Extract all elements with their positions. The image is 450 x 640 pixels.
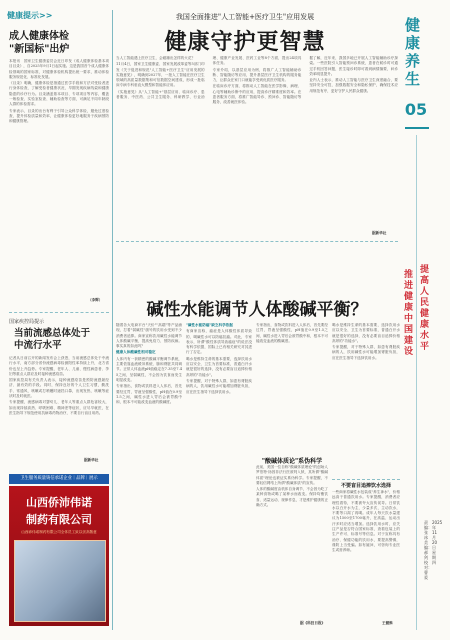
side-divider-top [405, 127, 429, 129]
mythbox-para: 此前，美国一位自称"酸碱体质理论"的创始人罗伯特·扬因非法行医被判入狱，其所谓"酸碱体质"理论也被证实系伪科学。专家提醒，不要轻信网络上所谓"酸碱体质"的宣传。 [256, 465, 328, 485]
left-article2-kicker: 国家疾控局提示 [9, 319, 45, 325]
left-article2-para: 专家提醒，流感病毒对婴幼儿、老年人等重点人群危害较大，如出现持续高热、呼吸困难、精神差等症状，应尽早就医，在医生指导下规范使用抗病毒药物治疗，不要自行盲目用药。 [9, 400, 109, 415]
main-article-para: 业内人士表示，推动人工智能与医疗卫生深度融合，要坚持安全可控，加强数据安全和隐私保护，确保技术应用规范有序，更好守护人民群众健康。 [309, 78, 398, 93]
ad-company-line2: 制药有限公司 [26, 513, 92, 526]
alkaline-para: 喝水是维持生命的基本需要，选择饮用水应以安全、卫生为首要标准，普通白开水就是很好的选择，没有必要盲目追捧价格高昂的"功能水"。 [186, 356, 252, 377]
rightbox-body: 一些商家将碱性水包装成"养生神水"，价格远高于普通饮用水。专家提醒，消费者应理性看待，不要被夸大宣传误导。日常饮水以白开水为主，少量多次，主动饮水，不要等口渴了再喝。成年人每天饮水量建议为1500至1700毫升，在高温、运动出汗多时应适当增加。选择饮用水时，应关注产品是否符合国家标准，查看包装上的生产许可、标准号等信息。对于宣称具有治疗、保健功能的饮用水，要提高警惕，谨防上当受骗。如有疑问，可咨询专业医生或营养师。 [332, 490, 400, 553]
left-article-para: 专家表示，目录的出台有利于引导公众科学体检，避免过度检查，提升体检质量和效率，让健康体检更好地服务于疾病预防和健康管理。 [9, 108, 109, 124]
page-number: 05 [404, 100, 428, 119]
section-divider [116, 241, 398, 242]
left-article-title: 成人健康体检 "新国标"出炉 [9, 31, 70, 55]
left-article-para: 本报讯 国家卫生健康委员会近日印发《成人健康体检基本项目目录》，自2025年9月1日起实施。这是我国首个成人健康体检领域的国家标准，对健康体检机构提出统一要求，推动体检服务规范化、标准化发展。 [9, 59, 109, 79]
alkaline-para: 专家指出，食物或饮料进入人体后，首先要经过胃，胃液呈强酸性，pH值在0.9至1.5之间，碱性水进入胃后会被胃酸中和，根本不可能改变血液的酸碱度。 [256, 323, 328, 343]
issue-date: 2025年11月20日 星期四 [432, 520, 443, 565]
mythbox-body [256, 465, 328, 615]
column-divider [112, 10, 113, 630]
alkaline-para: 人体内有一套精密的酸碱平衡调节系统，主要依靠血液缓冲系统、肺和肾脏共同调节。正常人体血液pH值稳定在7.35至7.45之间，呈弱碱性，不会因为饮食而发生明显改变。 [116, 356, 182, 382]
alkaline-para: 专家指出，食物或饮料进入人体后，首先要经过胃，胃液呈强酸性，pH值在0.9至1.5之间，碱性水进入胃后会被胃酸中和，根本不可能改变血液的酸碱度。 [116, 384, 182, 405]
rightbox-byline: 王健维 [382, 621, 393, 625]
mythbox-title: "酸碱体质论"系伪科学 [261, 458, 323, 465]
ad-banner: 卫生服务质量铸信承诺企业｜品牌｜展示 [9, 474, 109, 484]
right-col-top [332, 323, 400, 473]
slogan-right: 提高人民健康水平 [420, 265, 430, 352]
alkaline-col2 [186, 323, 252, 619]
main-article-para: 《实施意见》从"人工智能+"基层应用、临床诊疗、患者服务、中医药、公共卫生服务、科研教学、行业治理、健康产业发展、医药工业等8个方面，提出24项具体任务。 [116, 56, 302, 100]
left-article2-body [9, 356, 109, 458]
main-article-para: 据了解，近年来，我国多地已开展人工智能辅助诊疗探索。一些医院引入智能预问诊系统，患者在候诊时可通过手机回答问题，医生接诊时即可看到病情摘要，问诊效率明显提升。 [309, 56, 398, 76]
left-article2-para: 记者从日前召开的新闻发布会上获悉，当前流感总体处于中流行水平，南方部分省份流感病毒检测阳性率持续上升，北方省份也呈上升趋势。专家提醒，老年人、儿童、慢性病患者、孕妇等重点人群应及时接种流感疫苗。 [9, 356, 109, 376]
rightbox-top-rule [332, 479, 400, 480]
left-article2-para: 国家疾控局有关负责人表示，接种流感疫苗是预防流感最经济、最有效的手段。同时，保持良好的个人卫生习惯，勤洗手、常通风、咳嗽或打喷嚏时遮挡口鼻，出现发热、咳嗽等症状时及时就医。 [9, 378, 109, 399]
alkaline-para: 专家提醒，对于特殊人群，如患有肾脏疾病的人，饮用碱性水可能增加肾脏负担，应在医生指导下选择饮用水。 [186, 378, 252, 394]
main-article-para: 11月4日，国家卫生健康委、国家发展改革委等5部门印发《关于促进和规范"人工智能+医疗卫生"应用发展的实施意见》，明确到2027年，一批人工智能在医疗卫生领域的高质量数据集和可信数据空间建成，形成一批临床专病专科垂直大模型和智能体应用。 [116, 62, 205, 88]
left-article2-byline: 据新华社 [84, 458, 99, 462]
alkaline-col1 [116, 323, 182, 619]
alkaline-para: 有商家宣称，癌症是人体酸性体质导致的，喝碱性水可以防癌抗癌。对此，专家表示，所谓"酸性体质导致癌症"的说法没有科学依据，国际上已有相关研究对其进行了否定。 [186, 329, 252, 355]
main-article-para: 当人工智能遇上医疗卫生，会碰撞出怎样的火花？ [116, 56, 196, 60]
alkaline-subhead: 健康人体酸碱性相对稳定 [116, 350, 156, 355]
left-article2-title: 当前流感总体处于 中流行水平 [14, 328, 91, 351]
rightbox-title: 不要盲目追捧饮水选择 [340, 483, 391, 489]
alkaline-headline: 碱性水能调节人体酸碱平衡？ [146, 300, 368, 320]
left-article-para: 《目录》明确，健康体检是指通过医学手段和方法对受检者进行身体检查，了解受检者健康状况，早期发现疾病线索和健康隐患的诊疗行为。目录涵盖基本项目、专项项目等内容，覆盖一般检查、实验室检查、辅助检查等方面，可满足不同年龄段人群的体检需求。 [9, 81, 109, 107]
alkaline-col3-top [256, 323, 328, 451]
right-col-para: 专家提醒，对于特殊人群，如患有肾脏疾病的人，饮用碱性水可能增加肾脏负担，应在医生指导下选择饮用水。 [332, 345, 400, 360]
section-tag: 健康提示>> [7, 11, 53, 20]
kicker: 我国全面推进"人工智能+医疗卫生"应用发展 [175, 13, 315, 21]
side-divider [416, 135, 417, 630]
ad-subtitle: 山西沛伟诺制药有限公司全体员工致以崇高敬意 [21, 530, 97, 534]
right-col-para: 喝水是维持生命的基本需要，选择饮用水应以安全、卫生为首要标准，普通白开水就是很好的选择，没有必要盲目追捧价格高昂的"功能水"。 [332, 323, 400, 343]
alkaline-subhead: "碱性水能防癌"缺乏科学依据 [186, 323, 233, 327]
alkaline-byline: 据《科技日报》 [300, 621, 326, 625]
mythbox-para: 人体的酸碱度由机体自身调节，不会因为吃了某种食物或喝了某种水而改变。保持均衡饮食、适量运动、规律作息，才是维护健康的正确方式。 [256, 487, 328, 508]
main-article-para: 在临床诊疗方面，将推动人工智能在医学影像、病理、心电等辅助诊断中的应用，提高诊疗精准度和效率。在患者服务方面，将推广智能导诊、预问诊、智能随访等服务，改善就医体验。 [212, 84, 302, 105]
left-article-byline: （李辉） [88, 298, 103, 302]
side-title: 健康养生 [405, 16, 421, 88]
alkaline-para: 随着各大电商平台"天价""高端"等产品涌现，打着"弱碱性"旗号的饮用水受到不少消费者追捧。商家宣称饮用碱性水能调节人体酸碱平衡，提高免疫力、预防疾病。事实真的如此吗？ [116, 323, 182, 349]
main-article-para: 专家介绍，以基层应用为例，将推广人工智能辅助诊断、智能随访等应用，提升基层医疗卫生机构的服务能力，让群众在家门口就能享受到优质医疗服务。 [212, 67, 302, 83]
ad-company-line1: 山西侨沛伟诺 [26, 496, 92, 509]
slogan-left: 推进健康中国建设 [404, 270, 414, 357]
left-divider [9, 312, 109, 313]
main-headline: 健康守护更智慧 [164, 29, 326, 55]
main-article-byline: 据新华社 [372, 231, 387, 235]
left-article-body [9, 59, 109, 303]
main-article-body [116, 56, 398, 228]
ad-photo [14, 540, 106, 622]
editor-credits: 责编：张冰 美编：郝剑 校对：曹爱 [424, 520, 432, 580]
